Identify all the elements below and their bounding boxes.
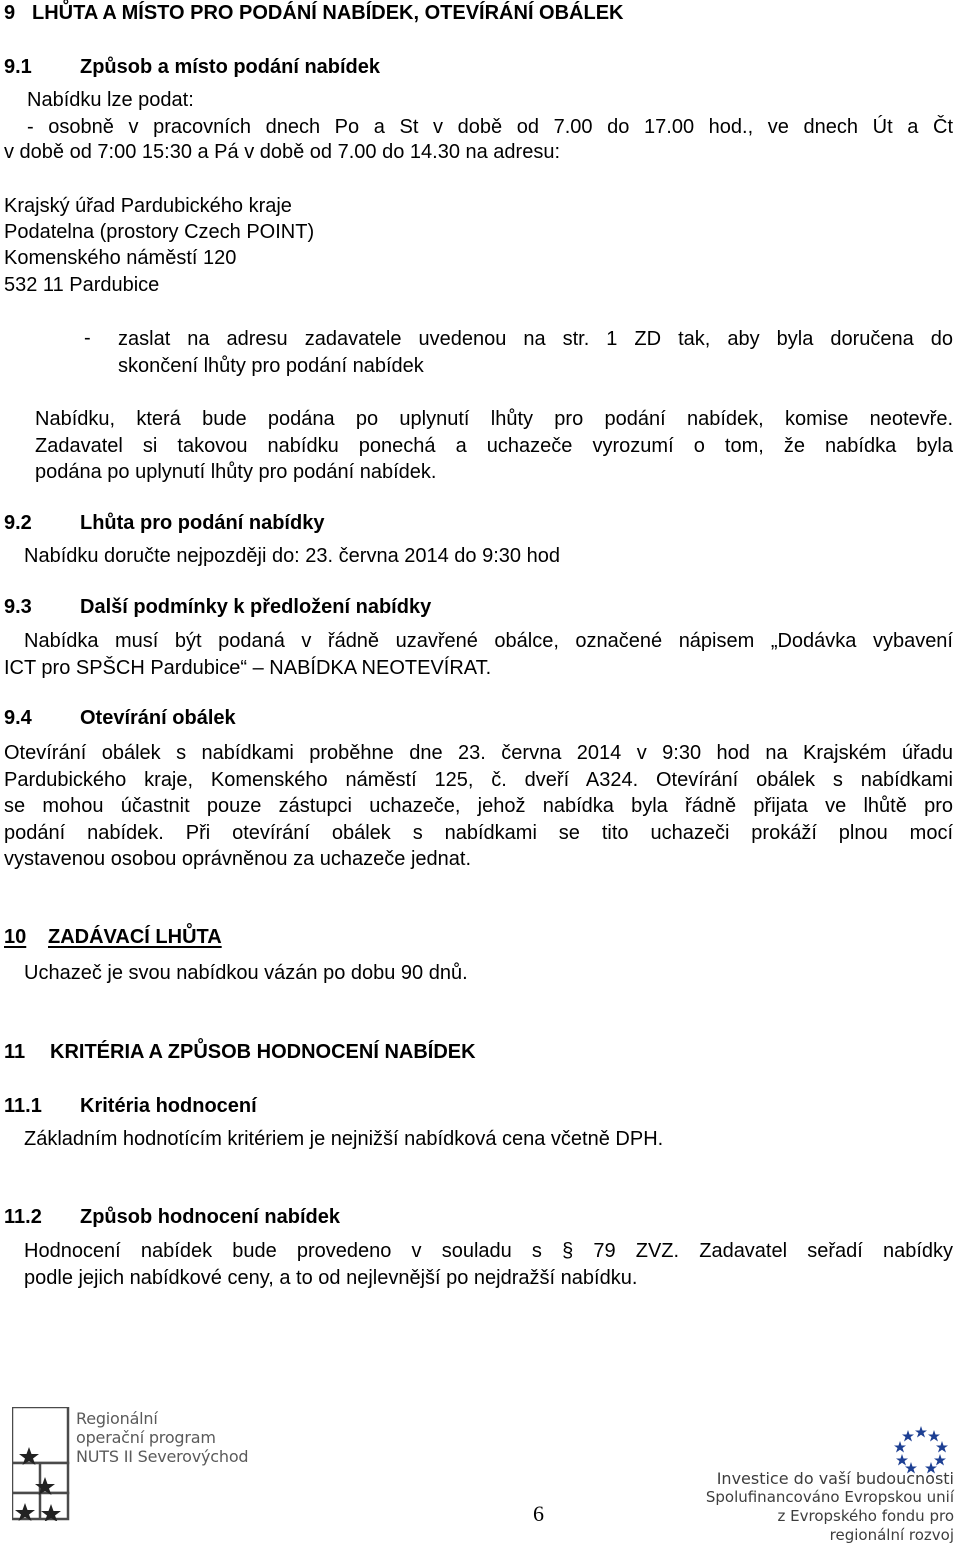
subsection-title: Kritéria hodnocení [80, 1095, 257, 1117]
page-number: 6 [533, 1501, 544, 1526]
subsection-9-1-heading [4, 56, 380, 79]
subsection-title: Další podmínky k předložení nabídky [80, 596, 432, 618]
rop-logo-text [76, 1409, 248, 1466]
rop-line: operační program [76, 1428, 216, 1447]
text-line: Zadavatel si takovou nabídku ponechá a uchazeče vyrozumí o tom, že nabídka byla [35, 434, 953, 457]
text-line: Nabídka musí být podaná v řádně uzavřené obálce, označené nápisem „Dodávka vybavení [24, 630, 953, 652]
address-line: Podatelna (prostory Czech POINT) [4, 221, 315, 243]
paragraph [4, 740, 953, 873]
subsection-number: 11.2 [4, 1206, 42, 1228]
rop-line: Regionální [76, 1409, 158, 1428]
bullet-mail-delivery [118, 326, 953, 379]
rop-logo-icon [12, 1407, 72, 1521]
section-10-heading [4, 926, 222, 949]
text-line: Pardubického kraje, Komenského náměstí 125, č. dveří A324. Otevírání obálek s nabídkami [4, 768, 953, 791]
paragraph: Nabídku doručte nejpozději do: 23. června 2014 do 9:30 hod [24, 545, 560, 567]
text-line: Nabídku, která bude podána po uplynutí lhůty pro podání nabídek, komise neotevře. [35, 408, 953, 430]
text-line: ICT pro SPŠCH Pardubice“ – NABÍDKA NEOTEVÍRAT. [4, 656, 492, 679]
text-line: v době od 7:00 15:30 a Pá v době od 7.00 do 14.30 na adresu: [4, 141, 561, 163]
bullet-dash: - [84, 327, 91, 349]
section-10-title: ZADÁVACÍ LHŮTA [48, 926, 222, 948]
text-line: podle jejich nabídkové ceny, a to od nejlevnější po nejdražší nabídku. [24, 1266, 638, 1289]
rop-line: NUTS II Severovýchod [76, 1447, 249, 1466]
subsection-number: 11.1 [4, 1095, 42, 1117]
text-line: - osobně v pracovních dnech Po a St v době od 7.00 do 17.00 hod., ve dnech Út a Čt [27, 116, 953, 138]
page-footer [0, 1395, 960, 1544]
text-line: Hodnocení nabídek bude provedeno v souladu s § 79 ZVZ. Zadavatel seřadí nabídky [24, 1240, 953, 1262]
subsection-9-4-heading [4, 707, 236, 730]
paragraph: Uchazeč je svou nabídkou vázán po dobu 90 dnů. [24, 962, 468, 984]
text-line: vystavenou osobou oprávněnou za uchazeče jednat. [4, 848, 472, 870]
paragraph: Nabídku lze podat: [27, 89, 194, 111]
bullet-personal-delivery [27, 114, 953, 141]
eu-line: z Evropského fondu pro regionální rozvoj [777, 1507, 954, 1544]
section-10-number: 10 [4, 926, 27, 948]
address-line: 532 11 Pardubice [4, 274, 160, 296]
subsection-number: 9.2 [4, 512, 32, 534]
text-line: podání nabídek. Při otevírání obálek s nabídkami se tito uchazeči prokáží plnou mocí [4, 821, 953, 844]
paragraph [4, 628, 953, 681]
subsection-11-2-heading [4, 1206, 340, 1229]
subsection-title: Otevírání obálek [80, 707, 236, 729]
subsection-9-3-heading [4, 596, 431, 619]
address-line: Komenského náměstí 120 [4, 247, 237, 269]
section-9-title: LHŮTA A MÍSTO PRO PODÁNÍ NABÍDEK, OTEVÍRÁNÍ OBÁLEK [32, 2, 624, 24]
eu-line: Investice do vaší budoucnosti [716, 1469, 954, 1488]
subsection-11-1-heading [4, 1095, 257, 1118]
eu-flag-icon [890, 1423, 952, 1475]
subsection-number: 9.3 [4, 596, 32, 618]
text-line: zaslat na adresu zadavatele uvedenou na str. 1 ZD tak, aby byla doručena do [118, 328, 953, 350]
eu-line: Spolufinancováno Evropskou unií [705, 1488, 954, 1506]
section-11-number: 11 [4, 1041, 26, 1063]
text-line: skončení lhůty pro podání nabídek [118, 354, 424, 377]
section-9-heading [4, 2, 624, 25]
text-line: Otevírání obálek s nabídkami proběhne dne 23. června 2014 v 9:30 hod na Krajském úřadu [4, 742, 953, 764]
subsection-number: 9.1 [4, 56, 32, 78]
subsection-9-2-heading [4, 512, 324, 535]
subsection-title: Způsob hodnocení nabídek [80, 1206, 340, 1228]
text-line: se mohou účastnit pouze zástupci uchazeče, jehož nabídka byla řádně přijata ve lhůtě pro [4, 795, 953, 817]
section-11-heading [4, 1041, 476, 1064]
late-submission-paragraph [35, 406, 953, 486]
section-11-title: KRITÉRIA A ZPŮSOB HODNOCENÍ NABÍDEK [50, 1041, 476, 1063]
eu-logo-text [700, 1469, 954, 1545]
subsection-title: Způsob a místo podání nabídek [80, 56, 381, 78]
address-line: Krajský úřad Pardubického kraje [4, 195, 292, 217]
paragraph: Základním hodnotícím kritériem je nejnižší nabídková cena včetně DPH. [24, 1128, 664, 1150]
paragraph [24, 1238, 953, 1291]
subsection-number: 9.4 [4, 707, 32, 729]
subsection-title: Lhůta pro podání nabídky [80, 512, 325, 534]
text-line: podána po uplynutí lhůty pro podání nabídek. [35, 461, 437, 483]
section-9-number: 9 [4, 2, 16, 24]
